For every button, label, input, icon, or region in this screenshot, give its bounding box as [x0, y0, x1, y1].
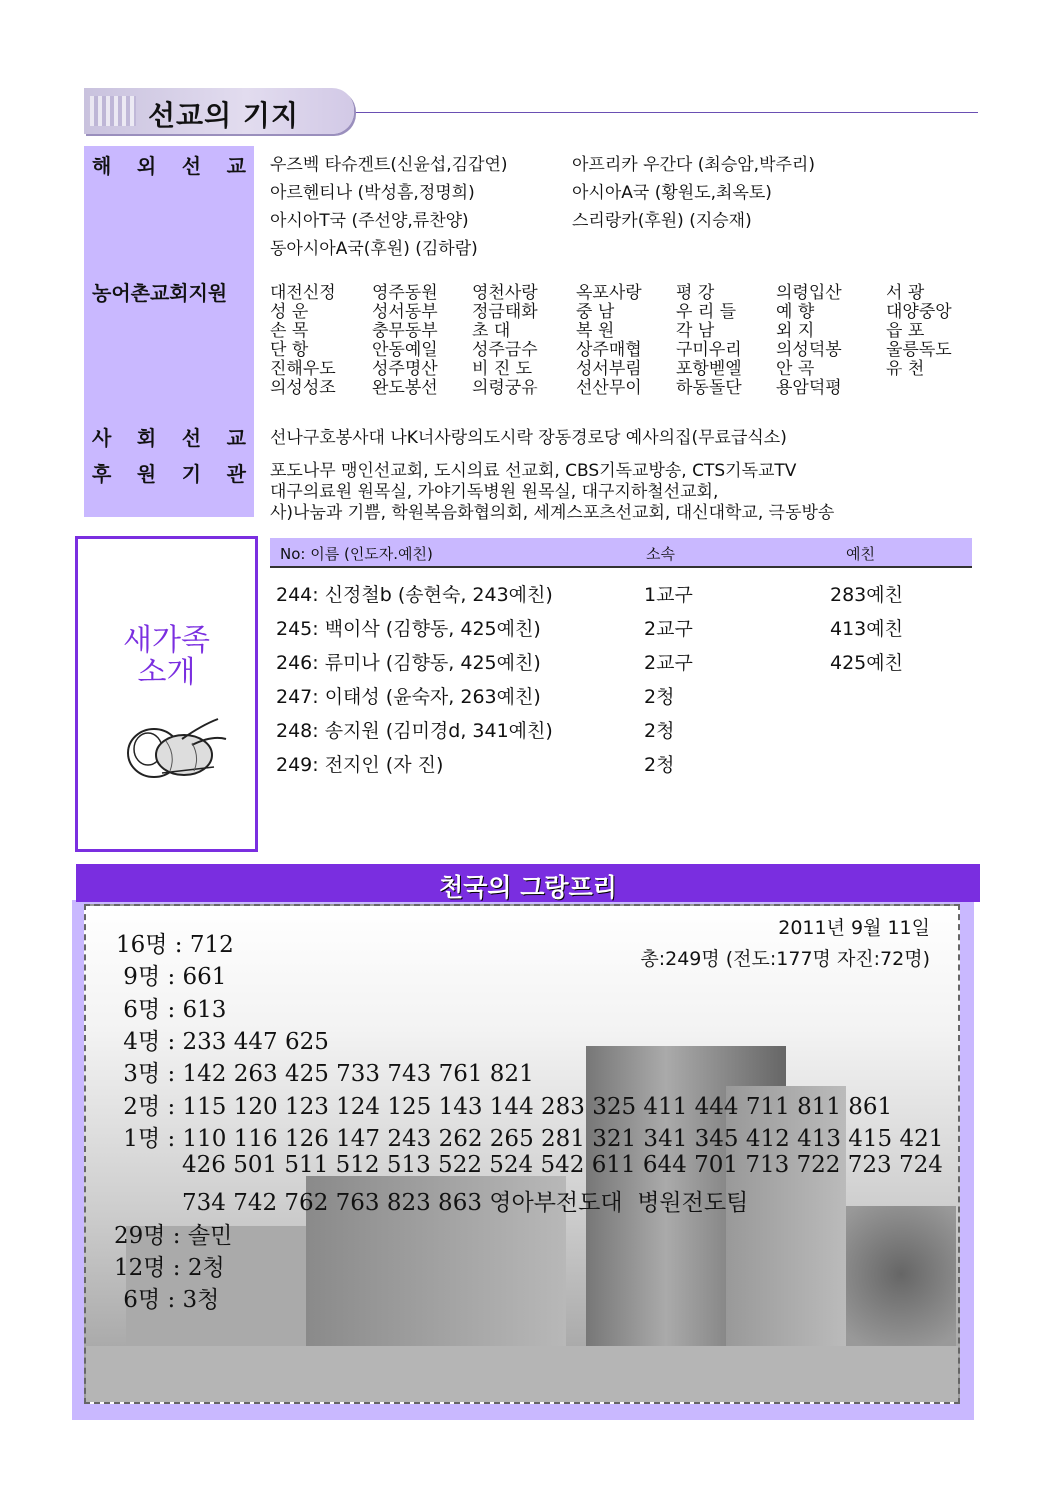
new-family-row [276, 614, 976, 644]
new-family-group: 283예친 [830, 584, 903, 606]
new-family-name: 245: 백이삭 (김향동, 425예친) [276, 618, 541, 640]
sponsor-line: 대구의료원 원목실, 가야기독병원 원목실, 대구지하철선교회, [270, 482, 719, 502]
new-family-belong: 1교구 [644, 584, 693, 606]
overseas-item: 아프리카 우간다 (최승암,박주리) [572, 155, 815, 175]
farm-church: 완도봉선 [372, 378, 438, 398]
grand-prix-line: 734 742 762 763 823 863 영아부전도대 병원전도팀 [182, 1190, 749, 1217]
rabbit-illustration-icon [122, 705, 232, 785]
farm-church: 상주매협 [576, 340, 642, 360]
new-family-name: 249: 전지인 (자 진) [276, 754, 444, 776]
header-belong: 소속 [646, 545, 675, 563]
header-decoration [90, 96, 136, 126]
new-family-row [276, 580, 976, 610]
overseas-item: 우즈벡 타슈겐트(신윤섭,김갑연) [270, 155, 508, 175]
header-name: No: 이름 (인도자.예친) [280, 545, 433, 563]
farm-church: 우 리 들 [676, 302, 737, 322]
farm-church: 대양중앙 [886, 302, 952, 322]
farm-church: 옥포사랑 [576, 283, 642, 303]
farm-church: 성주명산 [372, 359, 438, 379]
overseas-item: 아르헨티나 (박성흠,정명희) [270, 183, 475, 203]
overseas-item: 아시아A국 (황원도,최옥토) [572, 183, 772, 203]
new-family-group: 413예친 [830, 618, 903, 640]
farm-church: 의령궁유 [472, 378, 538, 398]
overseas-item: 아시아T국 (주선양,류찬양) [270, 211, 469, 231]
section-header [84, 88, 354, 134]
header-group: 예친 [846, 545, 875, 563]
farm-church: 성서부림 [576, 359, 642, 379]
farm-church: 성주금수 [472, 340, 538, 360]
grand-prix-line: 426 501 511 512 513 522 524 542 611 644 701 713 722 723 724 [182, 1152, 943, 1179]
new-family-name: 246: 류미나 (김향동, 425예친) [276, 652, 541, 674]
farm-church: 정금태화 [472, 302, 538, 322]
farm-church: 하동돌단 [676, 378, 742, 398]
grand-prix-total: 총:249명 (전도:177명 자진:72명) [640, 948, 930, 970]
section-title: 선교의 기지 [148, 99, 299, 132]
new-family-title: 새가족 소개 [123, 623, 210, 690]
farm-church: 서 광 [886, 283, 925, 303]
farm-church: 성 운 [270, 302, 309, 322]
farm-church: 포항벧엘 [676, 359, 742, 379]
farm-church: 외 지 [776, 321, 815, 341]
new-family-box [75, 536, 258, 852]
new-family-belong: 2청 [644, 754, 675, 776]
farm-church: 진해우도 [270, 359, 336, 379]
sponsor-line: 사)나눔과 기쁨, 학원복음화협의회, 세계스포츠선교회, 대신대학교, 극동방송 [270, 503, 835, 523]
farm-church: 손 목 [270, 321, 309, 341]
grand-prix-line: 4명 : 233 447 625 [116, 1028, 329, 1055]
farm-church: 선산무이 [576, 378, 642, 398]
farm-church: 의성덕봉 [776, 340, 842, 360]
farm-church: 초 대 [472, 321, 511, 341]
farm-church: 안동예일 [372, 340, 438, 360]
label-sponsor: 후 원 기 관 [92, 462, 246, 486]
farm-church: 예 향 [776, 302, 815, 322]
new-family-row [276, 682, 976, 712]
farm-row [270, 373, 970, 398]
new-family-name: 248: 송지원 (김미경d, 341예친) [276, 720, 553, 742]
farm-church: 대전신정 [270, 283, 336, 303]
new-family-row [276, 648, 976, 678]
new-family-name: 247: 이태성 (윤숙자, 263예친) [276, 686, 541, 708]
farm-church: 복 원 [576, 321, 615, 341]
grand-prix-title-bar [76, 864, 980, 902]
new-family-row [276, 750, 976, 780]
new-family-belong: 2교구 [644, 652, 693, 674]
label-farm: 농어촌교회지원 [92, 281, 228, 305]
header-rule [356, 112, 978, 113]
new-family-table-header [270, 538, 972, 568]
farm-church: 성서동부 [372, 302, 438, 322]
overseas-item: 스리랑카(후원) (지승재) [572, 211, 752, 231]
farm-church: 단 항 [270, 340, 309, 360]
grand-prix-date: 2011년 9월 11일 [778, 917, 930, 939]
new-family-name: 244: 신정철b (송현숙, 243예친) [276, 584, 553, 606]
farm-church: 의성성조 [270, 378, 336, 398]
social-list: 선나구호봉사대 나K너사랑의도시락 장동경로당 예사의집(무료급식소) [270, 428, 787, 448]
farm-church: 평 강 [676, 283, 715, 303]
grand-prix-title: 천국의 그랑프리 [439, 873, 617, 902]
street-image [86, 1346, 960, 1404]
farm-church: 비 진 도 [472, 359, 533, 379]
new-family-group: 425예친 [830, 652, 903, 674]
grand-prix-line: 9명 : 661 [116, 964, 227, 991]
farm-church: 영주동원 [372, 283, 438, 303]
farm-church: 용암덕평 [776, 378, 842, 398]
farm-church: 구미우리 [676, 340, 742, 360]
farm-church: 안 곡 [776, 359, 815, 379]
farm-church: 유 천 [886, 359, 925, 379]
new-family-belong: 2교구 [644, 618, 693, 640]
sponsor-line: 포도나무 맹인선교회, 도시의료 선교회, CBS기독교방송, CTS기독교TV [270, 461, 797, 481]
farm-church: 의령입산 [776, 283, 842, 303]
farm-church: 영천사랑 [472, 283, 538, 303]
grand-prix-line: 1명 : 110 116 126 147 243 262 265 281 321 341 345 412 413 415 421 [116, 1125, 944, 1152]
label-overseas: 해 외 선 교 [92, 154, 246, 178]
overseas-item: 동아시아A국(후원) (김하람) [270, 239, 478, 259]
farm-church: 읍 포 [886, 321, 925, 341]
grand-prix-line: 16명 : 712 [116, 932, 234, 958]
grand-prix-line: 6명 : 3청 [116, 1287, 220, 1314]
label-social: 사 회 선 교 [92, 426, 246, 450]
new-family-belong: 2청 [644, 686, 675, 708]
grand-prix-line: 29명 : 솔민 [114, 1222, 233, 1249]
farm-church: 각 남 [676, 321, 715, 341]
farm-church: 울릉독도 [886, 340, 952, 360]
new-family-belong: 2청 [644, 720, 675, 742]
farm-church: 중 남 [576, 302, 615, 322]
farm-church: 충무동부 [372, 321, 438, 341]
grand-prix-line: 2명 : 115 120 123 124 125 143 144 283 325 411 444 711 811 861 [116, 1093, 893, 1120]
new-family-row [276, 716, 976, 746]
grand-prix-line: 3명 : 142 263 425 733 743 761 821 [116, 1061, 534, 1088]
grand-prix-line: 6명 : 613 [116, 996, 227, 1023]
grand-prix-line: 12명 : 2청 [114, 1255, 225, 1281]
